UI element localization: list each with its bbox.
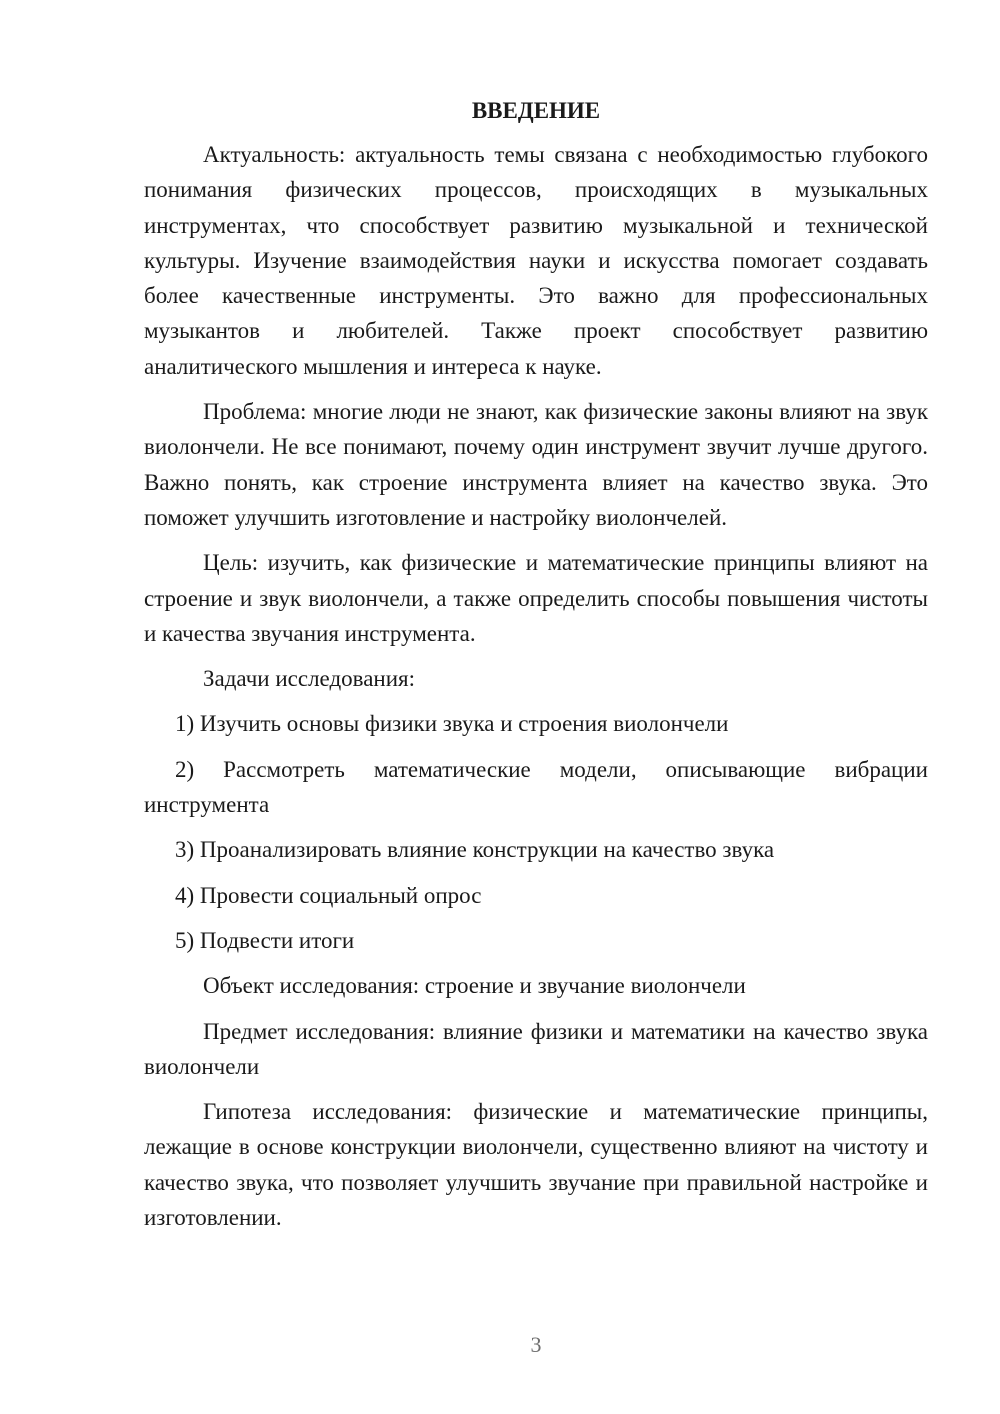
task-item: 3) Проанализировать влияние конструкции на качество звука: [175, 837, 775, 863]
hypothesis-paragraph: Гипотеза исследования: физические и математические принципы, лежащие в основе конструкции виолончели, существенно влияют на чистоту и качество звука, что позволяет улучшить звучание при правильной настройке и изготовлении.: [144, 1099, 928, 1231]
subject-paragraph: Предмет исследования: влияние физики и математики на качество звука виолончели: [144, 1018, 928, 1079]
problem-paragraph: Проблема: многие люди не знают, как физические законы влияют на звук виолончели. Не все понимают, почему один инструмент звучит лучше другого. Важно понять, как строение инструмента влияет на качество звука. Это поможет улучшить изготовление и настройку виолончелей.: [144, 399, 928, 530]
object-paragraph: Объект исследования: строение и звучание виолончели: [203, 973, 746, 999]
page-number: 3: [530, 1332, 542, 1357]
page-content: [144, 95, 928, 1235]
task-item: 5) Подвести итоги: [175, 927, 355, 953]
tasks-heading: Задачи исследования:: [203, 666, 416, 692]
task-item: 1) Изучить основы физики звука и строения виолончели: [175, 711, 729, 737]
goal-paragraph: Цель: изучить, как физические и математические принципы влияют на строение и звук виолончели, а также определить способы повышения чистоты и качества звучания инструмента.: [144, 550, 928, 646]
task-item: 2) Рассмотреть математические модели, описывающие вибрации инструмента: [144, 756, 928, 818]
task-item: 4) Провести социальный опрос: [175, 882, 482, 908]
relevance-paragraph: Актуальность: актуальность темы связана с необходимостью глубокого понимания физических процессов, происходящих в музыкальных инструментах, что способствует развитию музыкальной и технической культуры. Изучение взаимодействия науки и искусства помогает создавать более качественные инструменты. Это важно для профессиональных музыкантов и любителей. Также проект способствует развитию аналитического мышления и интереса к науке.: [144, 142, 928, 379]
section-title: ВВЕДЕНИЕ: [471, 98, 601, 123]
